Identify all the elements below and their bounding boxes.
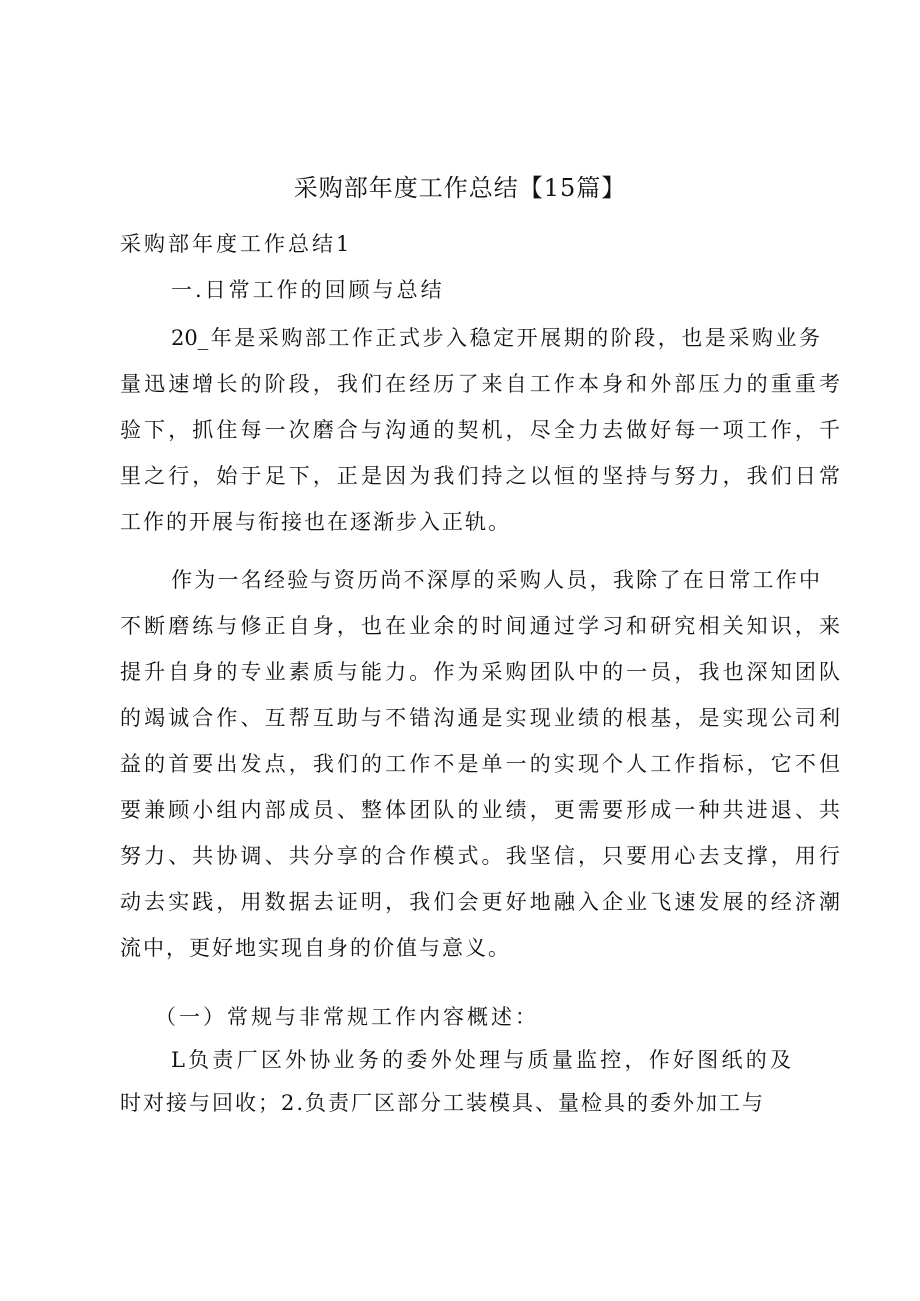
subsection-title: 一.日常工作的回顾与总结 xyxy=(171,278,445,302)
paragraph-line: 量迅速增长的阶段，我们在经历了来自工作本身和外部压力的重重考 xyxy=(120,372,840,396)
paragraph-line: 20_年是采购部工作正式步入稳定开展期的阶段，也是采购业务 xyxy=(171,326,820,350)
paragraph-line: 流中，更好地实现自身的价值与意义。 xyxy=(120,936,511,960)
paragraph-line: L负责厂区外协业务的委外处理与质量监控，作好图纸的及 xyxy=(171,1048,791,1072)
paragraph-line: 时对接与回收；2.负责厂区部分工装模具、量检具的委外加工与 xyxy=(120,1091,766,1115)
paragraph-line: 工作的开展与衔接也在逐渐步入正轨。 xyxy=(120,510,511,534)
document-title: 采购部年度工作总结【15篇】 xyxy=(293,174,627,202)
paragraph-line: 作为一名经验与资历尚不深厚的采购人员，我除了在日常工作中 xyxy=(171,568,820,592)
paragraph-line: 不断磨练与修正自身，也在业余的时间通过学习和研究相关知识，来 xyxy=(120,614,840,638)
paragraph-line: 里之行，始于足下，正是因为我们持之以恒的坚持与努力，我们日常 xyxy=(120,464,840,488)
paragraph-line: 动去实践，用数据去证明，我们会更好地融入企业飞速发展的经济潮 xyxy=(120,890,840,914)
paragraph-line: 要兼顾小组内部成员、整体团队的业绩，更需要形成一种共进退、共 xyxy=(120,798,840,822)
section-title: 采购部年度工作总结1 xyxy=(120,232,353,256)
paragraph-line: 努力、共协调、共分享的合作模式。我坚信，只要用心去支撑，用行 xyxy=(120,844,840,868)
paragraph-line: 验下，抓住每一次磨合与沟通的契机，尽全力去做好每一项工作，千 xyxy=(120,418,840,442)
paragraph-line: 益的首要出发点，我们的工作不是单一的实现个人工作指标，它不但 xyxy=(120,752,840,776)
paragraph-line: 的竭诚合作、互帮互助与不错沟通是实现业绩的根基，是实现公司利 xyxy=(120,706,840,730)
paragraph-line: 提升自身的专业素质与能力。作为采购团队中的一员，我也深知团队 xyxy=(120,660,840,684)
list-heading: （一）常规与非常规工作内容概述： xyxy=(155,1005,539,1029)
